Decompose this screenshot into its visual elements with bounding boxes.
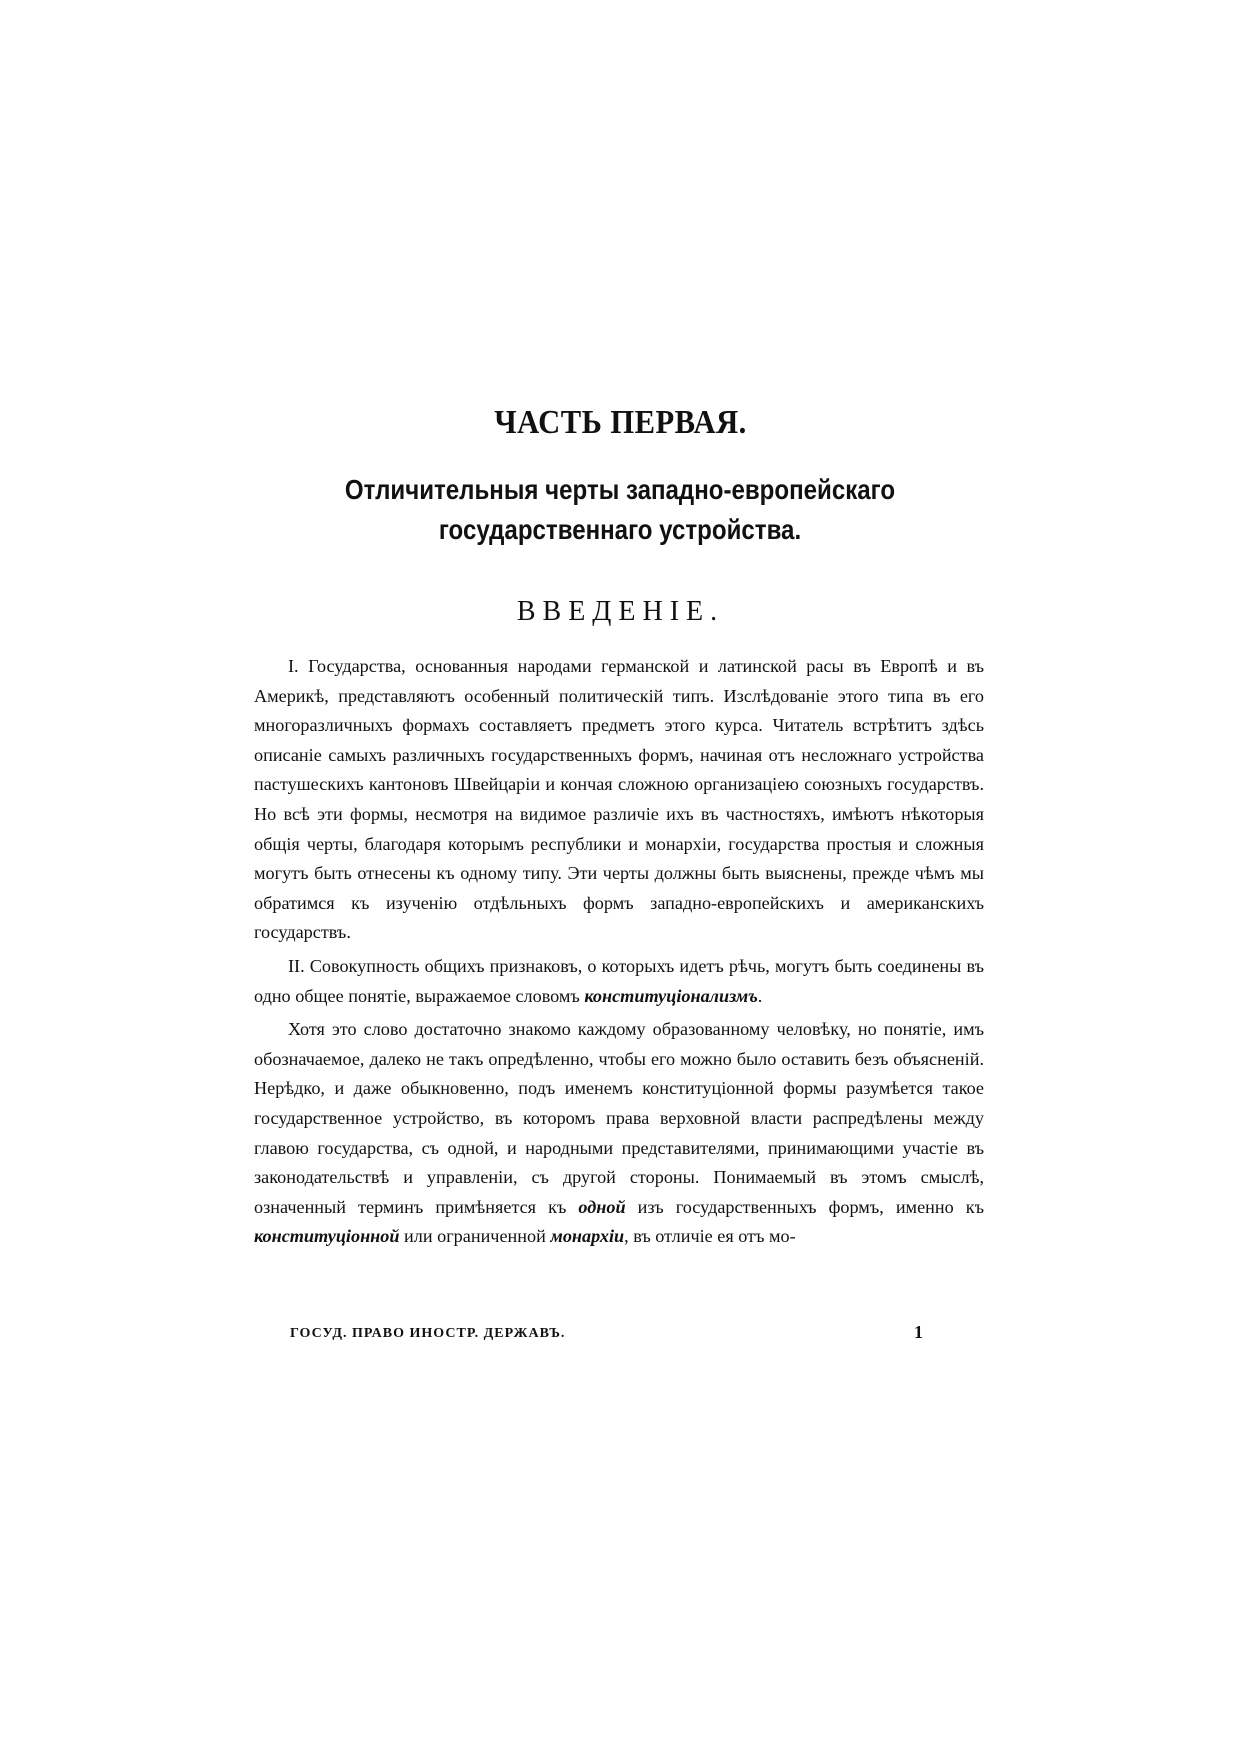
paragraph-2-emphasis: конституцiонализмъ — [584, 985, 758, 1006]
paragraph-3-middle: изъ государственныхъ формъ, именно къ — [625, 1196, 984, 1217]
introduction-heading: ВВЕДЕНIЕ. — [516, 596, 725, 627]
paragraph-2-text: II. Совокупность общихъ признаковъ, о которыхъ идетъ рѣчь, могутъ быть соединены въ одно общее понятiе, выражаемое словомъ — [254, 955, 984, 1006]
page-number: 1 — [914, 1322, 923, 1342]
part-subtitle: Отличительныя черты западно-европейскаго государственнаго устройства. — [344, 474, 896, 545]
paragraph-3-middle-2: или ограниченной — [399, 1226, 551, 1247]
paragraph-3-emphasis-2: конституцiонной — [254, 1226, 400, 1247]
paragraph-3-end: , въ отличiе ея отъ мо- — [624, 1226, 796, 1247]
footer-signature: ГОСУД. ПРАВО ИНОСТР. ДЕРЖАВЪ. — [290, 1326, 566, 1341]
paragraph-3-emphasis-1: одной — [578, 1196, 626, 1217]
paragraph-1 — [254, 652, 984, 948]
paragraph-2-end: . — [757, 985, 763, 1006]
paragraph-1-text: I. Государства, основанныя народами германской и латинской расы въ Европѣ и въ Америкѣ, представляютъ особенный политическiй типъ. Изслѣдованiе этого типа въ его многоразличныхъ формахъ составляетъ предметъ этого курса. Читатель встрѣтитъ здѣсь описанiе самыхъ различныхъ государственныхъ формъ, начиная отъ несложнаго устройства пастушескихъ кантоновъ Швейцарiи и кончая сложною организацiею союзныхъ государствъ. Но всѣ эти формы, несмотря на видимое различiе ихъ въ частностяхъ, имѣютъ нѣкоторыя общiя черты, благодаря которымъ республики и монархiи, государства простыя и сложныя могутъ быть отнесены къ одному типу. Эти черты должны быть выяснены, прежде чѣмъ мы обратимся къ изученiю отдѣльныхъ формъ западно-европейскихъ и американскихъ государствъ. — [254, 656, 984, 943]
paragraph-2 — [254, 952, 984, 1011]
paragraph-3-emphasis-3: монархiи — [550, 1226, 625, 1247]
paragraph-3 — [254, 1015, 984, 1252]
part-title: ЧАСТЬ ПЕРВАЯ. — [494, 404, 747, 441]
body-text — [254, 652, 984, 1252]
paragraph-3-text: Хотя это слово достаточно знакомо каждому образованному человѣку, но понятiе, имъ обозначаемое, далеко не такъ опредѣленно, чтобы его можно было оставить безъ объясненiй. Нерѣдко, и даже обыкновенно, подъ именемъ конституцiонной формы разумѣется такое государственное устройство, въ которомъ права верховной власти распредѣлены между главою государства, съ одной, и народными представителями, принимающими участiе въ законодательствѣ и управленiи, съ другой стороны. Понимаемый въ этомъ смыслѣ, означенный терминъ примѣняется къ — [254, 1019, 984, 1217]
